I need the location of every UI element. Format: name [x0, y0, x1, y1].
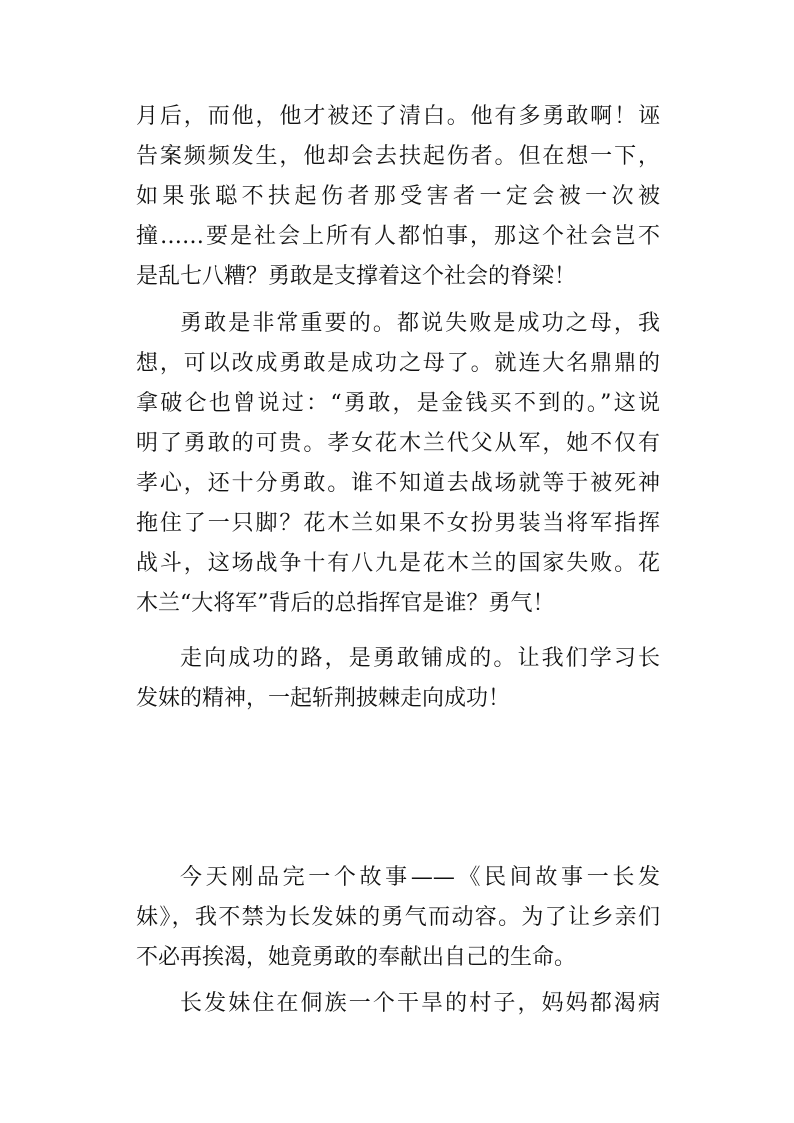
paragraph-line: 长发妹住在侗族一个干旱的村子，妈妈都渴病	[180, 991, 660, 1016]
paragraph-line: 如果张聪不扶起伤者那受害者一定会被一次被	[136, 184, 660, 209]
paragraph-line: 勇敢是非常重要的。都说失败是成功之母，我	[180, 311, 660, 336]
paragraph-line: 明了勇敢的可贵。孝女花木兰代父从军，她不仅有	[136, 431, 660, 456]
paragraph-line: 拿破仑也曾说过：“勇敢，是金钱买不到的。”这说	[136, 391, 660, 416]
paragraph-line: 拖住了一只脚？花木兰如果不女扮男装当将军指挥	[136, 511, 660, 536]
paragraph-line: 走向成功的路，是勇敢铺成的。让我们学习长	[180, 646, 660, 671]
paragraph-line: 战斗，这场战争十有八九是花木兰的国家失败。花	[136, 551, 660, 576]
paragraph-line: 想，可以改成勇敢是成功之母了。就连大名鼎鼎的	[136, 351, 660, 376]
paragraph-line: 孝心，还十分勇敢。谁不知道去战场就等于被死神	[136, 471, 660, 496]
paragraph-line: 撞……要是社会上所有人都怕事，那这个社会岂不	[136, 224, 660, 249]
paragraph-line: 木兰“大将军”背后的总指挥官是谁？勇气！	[136, 591, 555, 616]
paragraph-line: 月后，而他，他才被还了清白。他有多勇敢啊！诬	[136, 104, 660, 129]
paragraph-line: 今天刚品完一个故事——《民间故事一长发	[180, 865, 660, 890]
paragraph-line: 是乱七八糟？勇敢是支撑着这个社会的脊梁！	[136, 264, 577, 289]
paragraph-line: 发妹的精神，一起斩荆披棘走向成功！	[136, 686, 511, 711]
paragraph-line: 告案频频发生，他却会去扶起伤者。但在想一下，	[136, 144, 660, 169]
paragraph-line: 妹》，我不禁为长发妹的勇气而动容。为了让乡亲们	[136, 905, 660, 930]
paragraph-line: 不必再挨渴，她竟勇敢的奉献出自己的生命。	[136, 945, 577, 970]
